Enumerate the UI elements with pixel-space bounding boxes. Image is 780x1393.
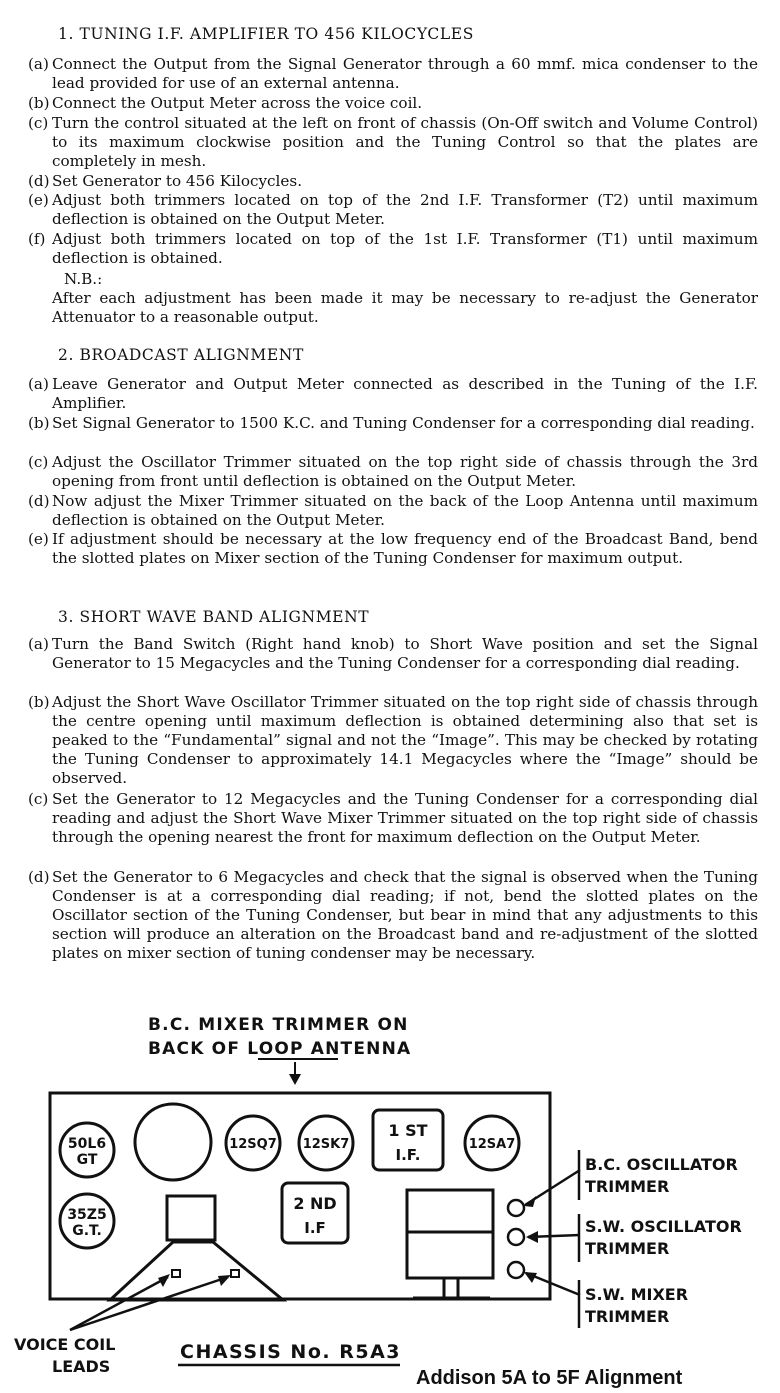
- step-text: Connect the Output from the Signal Generator through a 60 mmf. mica condenser to the lead provided for use of an external antenna.: [52, 55, 758, 92]
- section-2-step-e: [28, 530, 758, 568]
- step-text: Adjust the Short Wave Oscillator Trimmer situated on the top right side of chassis through the centre opening until maximum deflection is obtained determining also that set is peaked to the “Fundamental” signal and not the “Image”. This may be checked by rotating the Tuning Condenser to approximately 14.1 Megacycles where the “Image” should be observed.: [52, 693, 758, 787]
- section-1-step-e: [28, 191, 758, 229]
- sw-mixer-sub: TRIMMER: [585, 1307, 670, 1326]
- sw-oscillator-label: S.W. OSCILLATOR: [585, 1217, 742, 1236]
- mixer-trimmer-label-line1: B.C. MIXER TRIMMER ON: [148, 1015, 409, 1035]
- section-1-title: 1. TUNING I.F. AMPLIFIER TO 456 KILOCYCLES: [58, 25, 474, 43]
- voice-coil-sub: LEADS: [52, 1357, 111, 1376]
- first-if-sub: I.F.: [395, 1146, 421, 1164]
- chassis-diagram: [0, 1000, 780, 1393]
- voice-coil-leader-1: [70, 1277, 168, 1330]
- section-1-step-f: [28, 230, 758, 268]
- valve-35z5-label: 35Z5: [67, 1207, 107, 1223]
- valve-35z5-sub: G.T.: [72, 1223, 102, 1239]
- step-text: Turn the control situated at the left on front of chassis (On-Off switch and Volume Control) to its maximum clockwise position and the Tuning Control so that the plates are completely in mesh.: [52, 114, 758, 170]
- bc-oscillator-opening: [508, 1200, 524, 1216]
- step-text: Set the Generator to 6 Megacycles and check that the signal is observed when the Tuning Condenser is at a corresponding dial reading; if not, bend the slotted plates on the Oscillator section of the Tuning Condenser, but bear in mind that any adjustments to this section will produce an alteration on the Broadcast band and re-adjustment of the slotted plates on mixer section of tuning condenser may be necessary.: [52, 868, 758, 962]
- arrow-head: [289, 1074, 301, 1085]
- step-label: (e): [28, 191, 49, 209]
- section-3-step-d: [28, 868, 758, 963]
- speaker-circle: [135, 1104, 211, 1180]
- section-1-step-d: [28, 172, 758, 191]
- section-2-step-b: [28, 414, 758, 433]
- sw-oscillator-sub: TRIMMER: [585, 1239, 670, 1258]
- sw-mixer-label: S.W. MIXER: [585, 1285, 689, 1304]
- voice-coil-arrow-2: [218, 1275, 231, 1286]
- sw-oscillator-opening: [508, 1229, 524, 1245]
- step-label: (d): [28, 492, 50, 510]
- step-text: Adjust both trimmers located on top of the 1st I.F. Transformer (T1) until maximum deflection is obtained.: [52, 230, 758, 267]
- step-text: Adjust the Oscillator Trimmer situated on the top right side of chassis through the 3rd opening from front until deflection is obtained on the Output Meter.: [52, 453, 758, 490]
- step-label: (b): [28, 693, 50, 711]
- valve-50l6-label: 50L6: [67, 1136, 107, 1152]
- section-3-step-a: [28, 635, 758, 673]
- bc-oscillator-sub: TRIMMER: [585, 1177, 670, 1196]
- sw-osc-arrow: [526, 1231, 538, 1243]
- first-if-label: 1 ST: [388, 1121, 428, 1140]
- step-text: Leave Generator and Output Meter connected as described in the Tuning of the I.F. Amplifier.: [52, 375, 758, 412]
- note-text: After each adjustment has been made it may be necessary to re-adjust the Generator Attenuator to a reasonable output.: [52, 289, 758, 326]
- section-2-step-a: [28, 375, 758, 413]
- chassis-number: CHASSIS No. R5A3: [180, 1341, 401, 1363]
- valve-12sa7-label: 12SA7: [468, 1137, 516, 1152]
- step-label: (c): [28, 114, 49, 132]
- tuning-condenser: [407, 1190, 493, 1278]
- output-transformer: [167, 1196, 215, 1240]
- step-text: Set the Generator to 12 Megacycles and the Tuning Condenser for a corresponding dial reading and adjust the Short Wave Mixer Trimmer situated on the top right side of chassis through the opening nearest the front for maximum deflection on the Output Meter.: [52, 790, 758, 846]
- section-2-title: 2. BROADCAST ALIGNMENT: [58, 346, 304, 364]
- second-if-sub: I.F: [304, 1219, 326, 1237]
- second-if-label: 2 ND: [293, 1194, 337, 1213]
- bc-oscillator-label: B.C. OSCILLATOR: [585, 1155, 738, 1174]
- step-label: (a): [28, 375, 49, 393]
- mixer-trimmer-label-line2: BACK OF LOOP ANTENNA: [148, 1039, 412, 1059]
- step-label: (d): [28, 868, 50, 886]
- step-label: (d): [28, 172, 50, 190]
- note-heading: N.B.:: [64, 270, 103, 288]
- step-label: (b): [28, 414, 50, 432]
- valve-12sk7-label: 12SK7: [302, 1137, 350, 1152]
- step-label: (a): [28, 635, 49, 653]
- section-2-step-c: [28, 453, 758, 491]
- valve-12sq7-label: 12SQ7: [229, 1137, 277, 1152]
- step-label: (a): [28, 55, 49, 73]
- valve-50l6-sub: GT: [76, 1152, 98, 1168]
- step-text: If adjustment should be necessary at the low frequency end of the Broadcast Band, bend the slotted plates on Mixer section of the Tuning Condenser for maximum output.: [52, 530, 758, 567]
- step-text: Set Generator to 456 Kilocycles.: [52, 172, 303, 190]
- section-3-step-c: [28, 790, 758, 847]
- step-label: (f): [28, 230, 46, 248]
- speaker-cone: [110, 1242, 283, 1300]
- step-text: Set Signal Generator to 1500 K.C. and Tuning Condenser for a corresponding dial reading.: [52, 414, 755, 432]
- step-text: Turn the Band Switch (Right hand knob) to Short Wave position and set the Signal Generator to 15 Megacycles and the Tuning Condenser for a corresponding dial reading.: [52, 635, 758, 672]
- voice-coil-terminal-2: [231, 1270, 239, 1277]
- step-label: (c): [28, 453, 49, 471]
- section-1-step-c: [28, 114, 758, 171]
- section-3-step-b: [28, 693, 758, 788]
- section-3-title: 3. SHORT WAVE BAND ALIGNMENT: [58, 608, 370, 626]
- page-caption: Addison 5A to 5F Alignment: [416, 1367, 683, 1389]
- section-1-step-b: [28, 94, 758, 113]
- step-text: Connect the Output Meter across the voice coil.: [52, 94, 423, 112]
- voice-coil-arrow-1: [158, 1274, 170, 1287]
- step-label: (e): [28, 530, 49, 548]
- step-label: (b): [28, 94, 50, 112]
- step-text: Adjust both trimmers located on top of the 2nd I.F. Transformer (T2) until maximum deflection is obtained on the Output Meter.: [52, 191, 758, 228]
- voice-coil-label: VOICE COIL: [14, 1335, 116, 1354]
- sw-mixer-opening: [508, 1262, 524, 1278]
- step-label: (c): [28, 790, 49, 808]
- step-text: Now adjust the Mixer Trimmer situated on the back of the Loop Antenna until maximum deflection is obtained on the Output Meter.: [52, 492, 758, 529]
- voice-coil-terminal-1: [172, 1270, 180, 1277]
- section-1-step-a: [28, 55, 758, 93]
- section-2-step-d: [28, 492, 758, 530]
- voice-coil-leader-2: [70, 1277, 228, 1330]
- section-1-note: [52, 270, 758, 327]
- bc-osc-arrow: [524, 1196, 536, 1207]
